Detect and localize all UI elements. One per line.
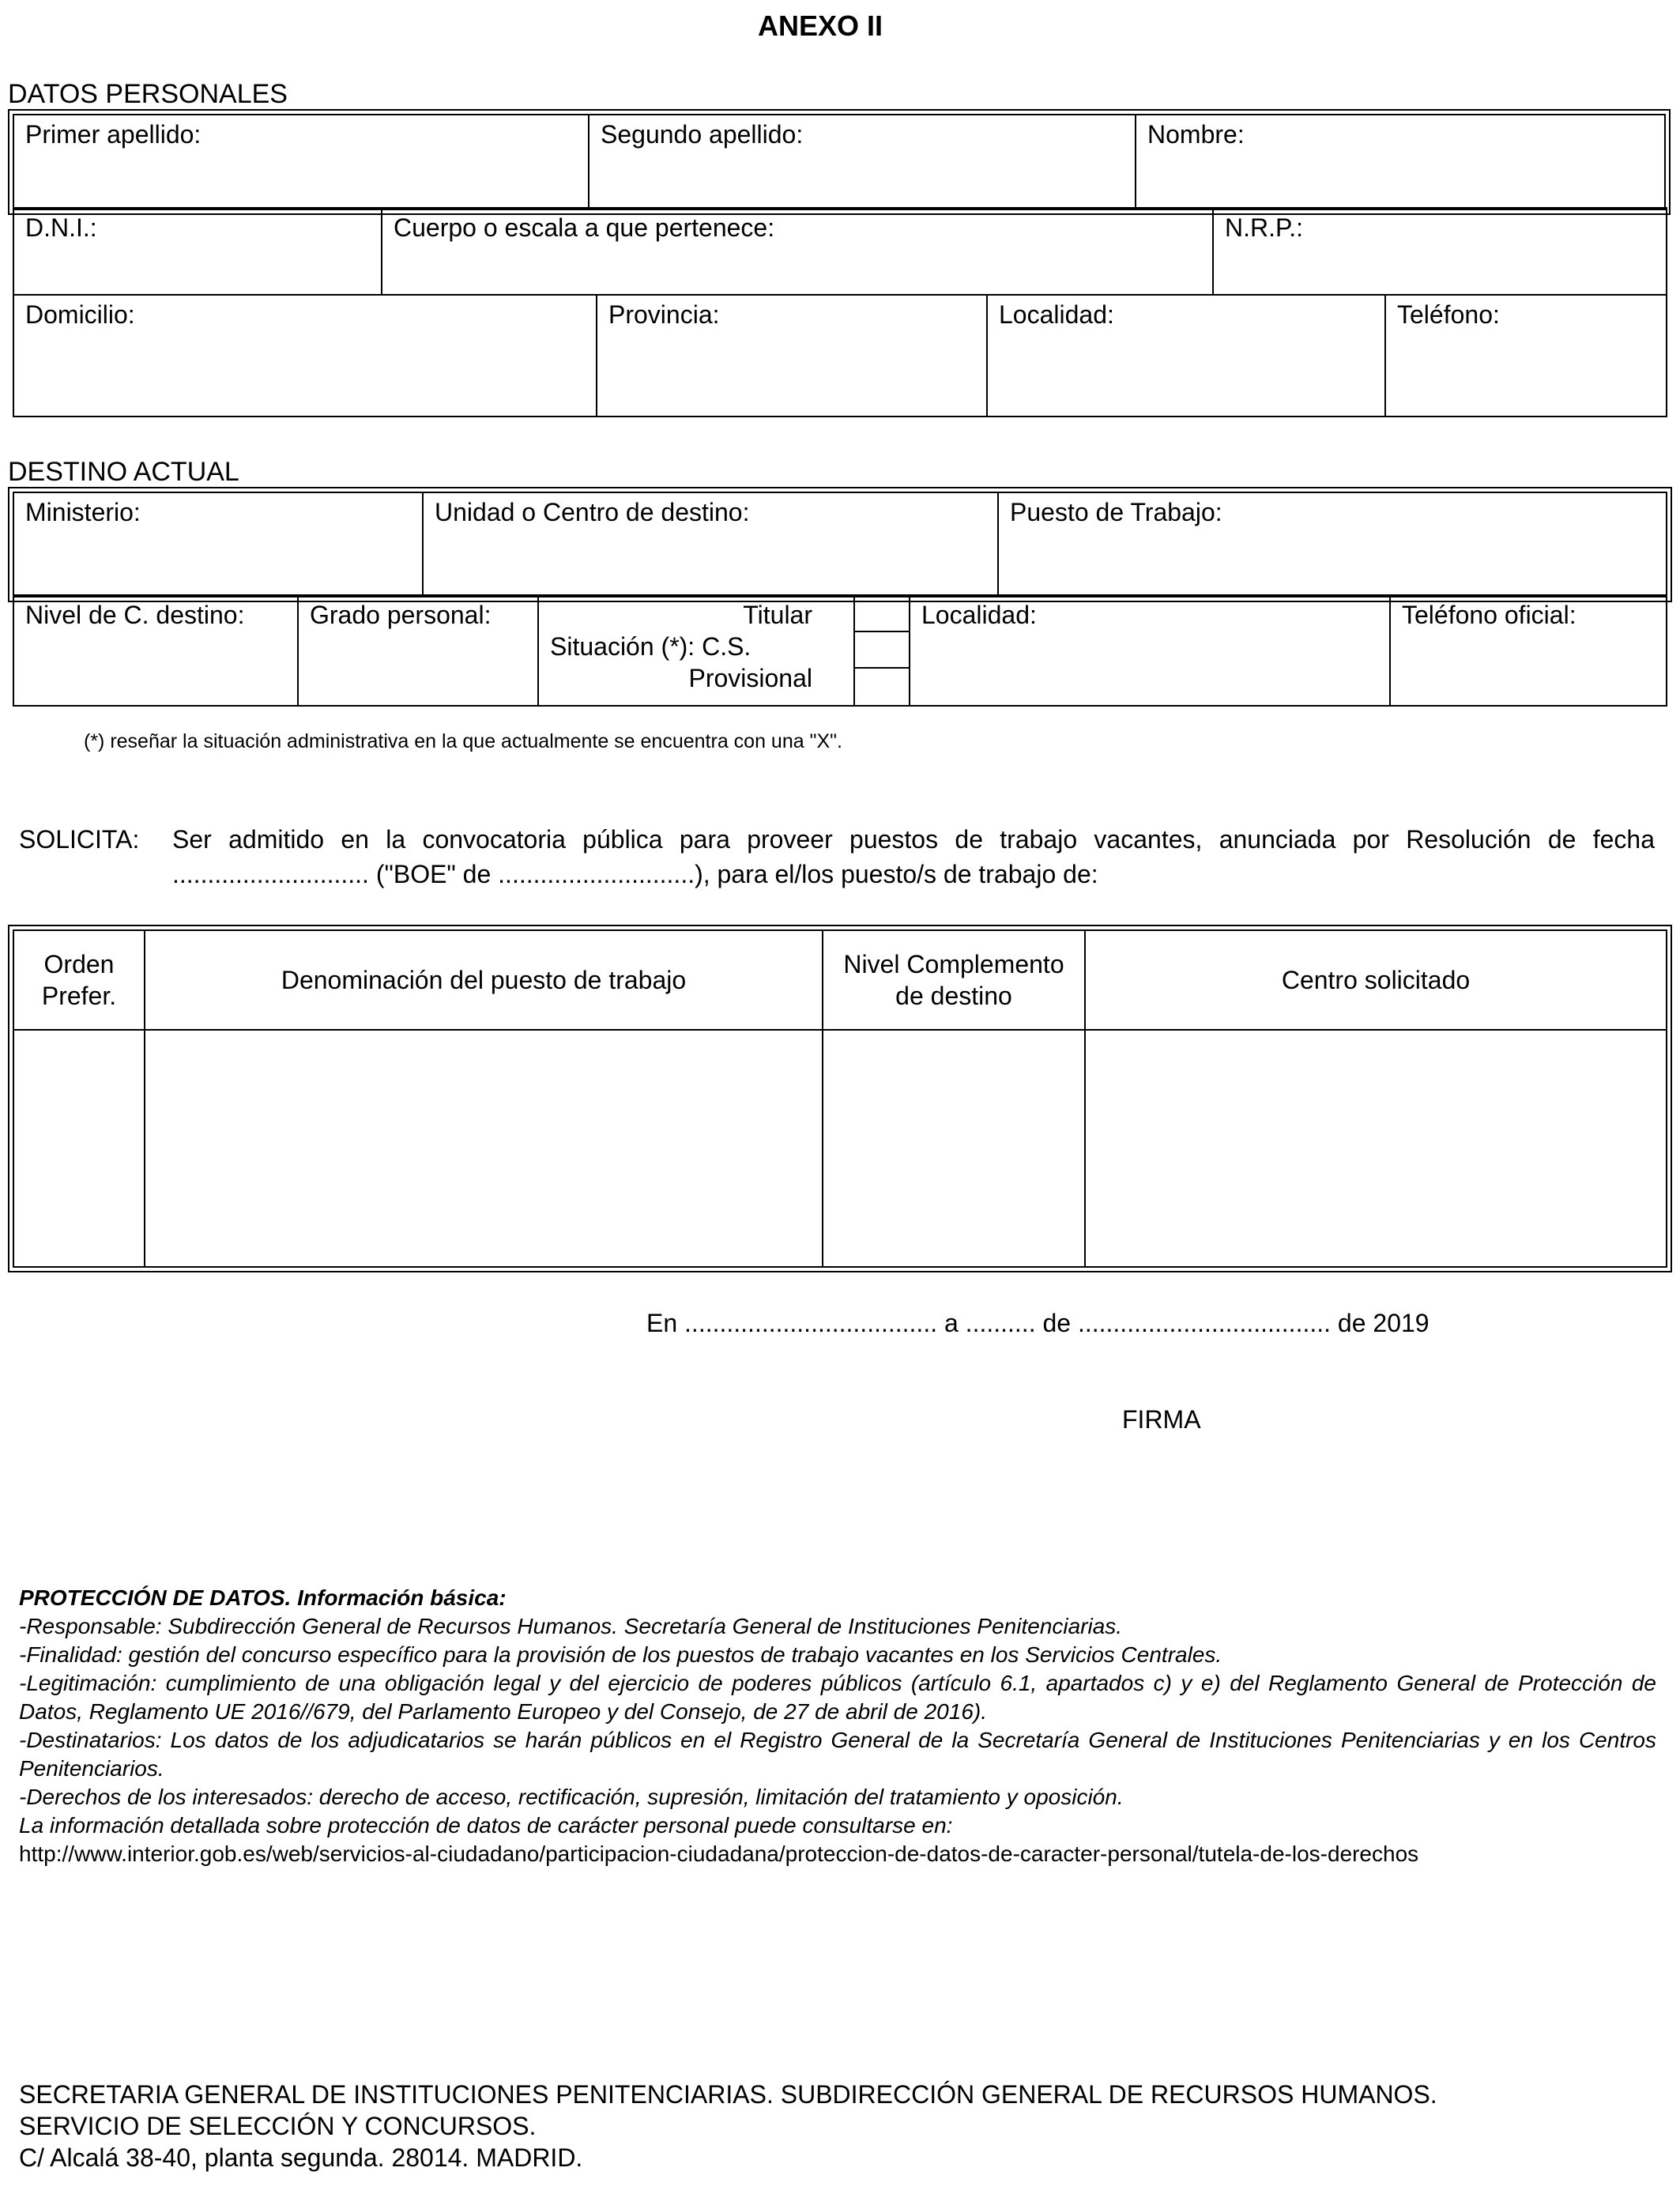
provincia-field[interactable]	[596, 294, 986, 416]
telefono-field[interactable]	[1384, 294, 1666, 416]
nivel-input[interactable]	[822, 1029, 1084, 1266]
situacion-checkboxes	[853, 594, 909, 705]
proteccion-heading: PROTECCIÓN DE DATOS. Información básica:	[19, 1585, 507, 1610]
unidad-field[interactable]	[422, 493, 997, 596]
destino-localidad-field[interactable]	[909, 594, 1389, 705]
proteccion-line-info: La información detallada sobre protección de datos de carácter personal puede consultarse en:	[19, 1813, 953, 1838]
unidad-label: Unidad o Centro de destino:	[435, 498, 750, 526]
puestos-header-row	[14, 931, 1666, 1029]
proteccion-url[interactable]: http://www.interior.gob.es/web/servicios-al-ciudadano/participacion-ciudadana/proteccion-de-datos-de-caracter-personal/tutela-de-los-derechos	[19, 1842, 1419, 1866]
footer-line-1: SECRETARIA GENERAL DE INSTITUCIONES PENITENCIARIAS. SUBDIRECCIÓN GENERAL DE RECURSOS HUMANOS.	[19, 2080, 1437, 2109]
footer-line-3: C/ Alcalá 38-40, planta segunda. 28014. MADRID.	[19, 2143, 583, 2172]
nrp-field[interactable]	[1212, 207, 1666, 294]
nivel-field[interactable]	[14, 594, 297, 705]
document-title: ANEXO II	[757, 9, 883, 42]
footer-line-2: SERVICIO DE SELECCIÓN Y CONCURSOS.	[19, 2112, 537, 2140]
orden-input[interactable]	[14, 1029, 144, 1266]
localidad-label: Localidad:	[999, 300, 1114, 329]
nrp-label: N.R.P.:	[1225, 213, 1303, 242]
grado-field[interactable]	[297, 594, 537, 705]
situacion-label: Situación (*):	[550, 632, 695, 661]
telefono-oficial-field[interactable]	[1389, 594, 1666, 705]
dni-field[interactable]	[14, 207, 381, 294]
localidad-field[interactable]	[986, 294, 1384, 416]
puestos-table	[13, 929, 1667, 1268]
segundo-apellido-label: Segundo apellido:	[601, 120, 804, 149]
personal-data-row3	[13, 294, 1667, 417]
firma-label: FIRMA	[1122, 1405, 1201, 1434]
proteccion-line-responsable: -Responsable: Subdirección General de Recursos Humanos. Secretaría General de Instituciones Penitenciarias.	[19, 1614, 1123, 1638]
primer-apellido-label: Primer apellido:	[25, 120, 202, 149]
solicita-text: Ser admitido en la convocatoria pública para proveer puestos de trabajo vacantes, anunciada por Resolución de fecha ............................ ("BOE" de ............................), para el/los puesto/s de trabajo de:	[172, 825, 1655, 888]
header-denominacion: Denominación del puesto de trabajo	[144, 931, 822, 1029]
checkbox-provisional[interactable]	[855, 669, 909, 705]
destino-table-row1	[13, 492, 1667, 598]
header-centro: Centro solicitado	[1084, 931, 1666, 1029]
puestos-entry-row	[14, 1029, 1666, 1266]
nombre-label: Nombre:	[1147, 120, 1245, 149]
cuerpo-label: Cuerpo o escala a que pertenece:	[394, 213, 775, 242]
section-heading-personal: DATOS PERSONALES	[8, 79, 288, 109]
proteccion-line-destinatarios: -Destinatarios: Los datos de los adjudicatarios se harán públicos en el Registro General de la Secretaría General de Instituciones Penitenciarias y en los Centros Penitenciarios.	[19, 1728, 1656, 1781]
nivel-label: Nivel de C. destino:	[25, 601, 245, 629]
situacion-note: (*) reseñar la situación administrativa en la que actualmente se encuentra con una "X".	[84, 730, 842, 752]
primer-apellido-field[interactable]	[14, 115, 588, 209]
situacion-row-cs	[550, 631, 842, 662]
telefono-oficial-label: Teléfono oficial:	[1402, 601, 1576, 629]
puesto-field[interactable]	[997, 493, 1666, 596]
denominacion-input[interactable]	[144, 1029, 822, 1266]
personal-data-table	[13, 114, 1666, 210]
centro-input[interactable]	[1084, 1029, 1666, 1266]
proteccion-line-derechos: -Derechos de los interesados: derecho de acceso, rectificación, supresión, limitación del tratamiento y oposición.	[19, 1785, 1124, 1809]
checkbox-cs[interactable]	[855, 632, 909, 669]
date-line: En .................................... a .......... de .................................... de 2019	[646, 1309, 1430, 1337]
domicilio-field[interactable]	[14, 294, 596, 416]
header-orden: Orden Prefer.	[41, 950, 117, 1010]
section-heading-destino: DESTINO ACTUAL	[8, 457, 239, 487]
destino-table-row2	[13, 594, 1667, 707]
grado-label: Grado personal:	[310, 601, 492, 629]
header-nivel: Nivel Complemento de destino	[822, 931, 1084, 1029]
checkbox-titular[interactable]	[855, 596, 909, 632]
ministerio-field[interactable]	[14, 493, 422, 596]
personal-data-row2	[13, 207, 1667, 296]
domicilio-label: Domicilio:	[25, 300, 135, 329]
nombre-field[interactable]	[1135, 115, 1664, 209]
situacion-option-cs: C.S.	[702, 632, 751, 661]
proteccion-line-finalidad: -Finalidad: gestión del concurso específico para la provisión de los puestos de trabajo vacantes en los Servicios Centrales.	[19, 1642, 1222, 1667]
destino-localidad-label: Localidad:	[921, 601, 1037, 629]
puesto-label: Puesto de Trabajo:	[1010, 498, 1222, 526]
situacion-cell	[537, 594, 853, 705]
telefono-label: Teléfono:	[1397, 300, 1500, 329]
ministerio-label: Ministerio:	[25, 498, 141, 526]
provincia-label: Provincia:	[608, 300, 720, 329]
dni-label: D.N.I.:	[25, 213, 97, 242]
situacion-option-titular: Titular	[743, 601, 812, 629]
solicita-label: SOLICITA:	[19, 825, 140, 854]
proteccion-datos-block	[19, 1584, 1656, 1868]
situacion-option-provisional: Provisional	[688, 664, 812, 692]
cuerpo-field[interactable]	[381, 207, 1212, 294]
proteccion-line-legitimacion: -Legitimación: cumplimiento de una obligación legal y del ejercicio de poderes públicos (artículo 6.1, apartados c) y e) del Reglamento General de Protección de Datos, Reglamento UE 2016//679, del Parlamento Europeo y del Consejo, de 27 de abril de 2016).	[19, 1671, 1656, 1724]
segundo-apellido-field[interactable]	[588, 115, 1135, 209]
footer-address	[19, 2079, 1663, 2173]
